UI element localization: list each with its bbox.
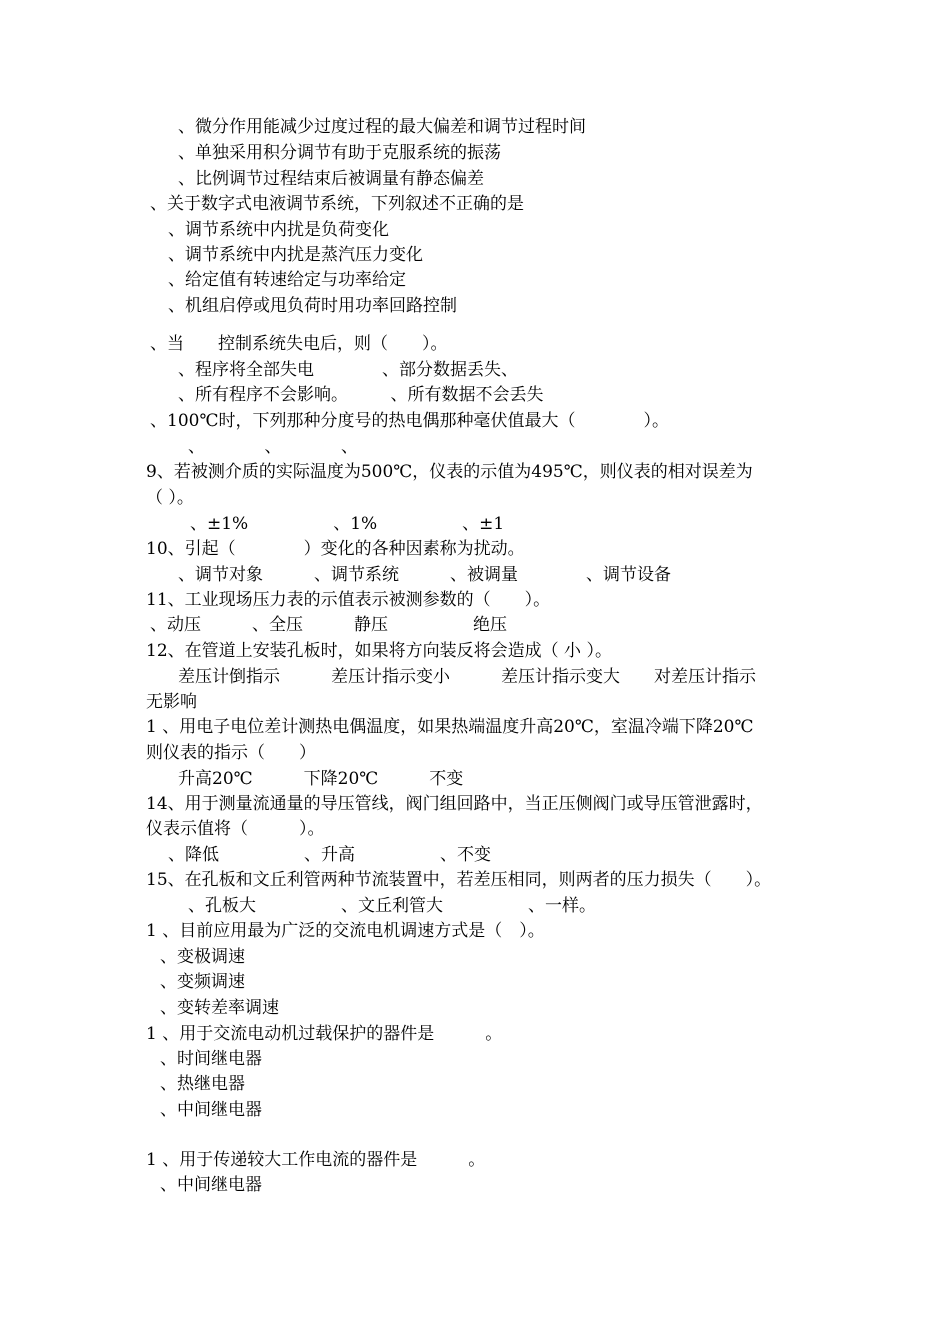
question-line: 1 、用于传递较大工作电流的器件是 。 [146,1150,486,1170]
question-line: 14、用于测量流通量的导压管线，阀门组回路中，当正压侧阀门或导压管泄露时， [146,794,763,814]
question-line: 10、引起（ ）变化的各种因素称为扰动。 [146,539,525,559]
question-line: 1 、目前应用最为广泛的交流电机调速方式是（ ）。 [146,921,545,941]
option-line: 、时间继电器 [160,1049,262,1069]
option-line: 、变转差率调速 [160,998,279,1018]
option-line: 、孔板大 、文丘利管大 、一样。 [188,896,596,916]
question-line: 1 、用电子电位差计测热电偶温度，如果热端温度升高20℃，室温冷端下降20℃ [146,717,754,737]
option-line: 、调节系统中内扰是蒸汽压力变化 [168,245,423,265]
option-line: 、降低 、升高 、不变 [168,845,491,865]
option-line: 、中间继电器 [160,1100,262,1120]
option-line: 、微分作用能减少过度过程的最大偏差和调节过程时间 [178,117,586,137]
option-line: 、所有程序不会影响。 、所有数据不会丢失 [178,385,544,405]
option-line: 、中间继电器 [160,1175,262,1195]
question-line: 仪表示值将（ ）。 [146,819,325,839]
question-line: 则仪表的指示（ ） [146,743,316,763]
question-line: 、当 控制系统失电后，则（ ）。 [150,334,448,354]
option-line: 、 、 、 [188,437,358,457]
question-line: （ ）。 [146,488,194,508]
option-line: 、程序将全部失电 、部分数据丢失、 [178,360,518,380]
option-line: 升高20℃ 下降20℃ 不变 [178,769,464,789]
question-line: 、关于数字式电液调节系统，下列叙述不正确的是 [150,194,524,214]
option-line: 、调节对象 、调节系统 、被调量 、调节设备 [178,565,671,585]
option-line: 、热继电器 [160,1074,245,1094]
question-line: 11、工业现场压力表的示值表示被测参数的（ ）。 [146,590,551,610]
question-line: 、100℃时，下列那种分度号的热电偶那种毫伏值最大（ ）。 [150,411,669,431]
question-line: 1 、用于交流电动机过载保护的器件是 。 [146,1024,503,1044]
option-line: 、变极调速 [160,947,245,967]
option-line: 差压计倒指示 差压计指示变小 差压计指示变大 对差压计指示 [178,667,756,687]
option-line: 、给定值有转速给定与功率给定 [168,270,406,290]
question-line: 15、在孔板和文丘利管两种节流装置中，若差压相同，则两者的压力损失（ ）。 [146,870,772,890]
option-line: 、动压 、全压 静压 绝压 [150,615,507,635]
option-line: 无影响 [146,692,197,712]
question-line: 9、若被测介质的实际温度为500℃，仪表的示值为495℃，则仪表的相对误差为 [146,462,753,482]
question-line: 12、在管道上安装孔板时，如果将方向装反将会造成（ 小 ）。 [146,641,612,661]
option-line: 、变频调速 [160,972,245,992]
option-line: 、±1% 、1% 、±1 [190,514,505,534]
option-line: 、比例调节过程结束后被调量有静态偏差 [178,169,484,189]
option-line: 、机组启停或甩负荷时用功率回路控制 [168,296,457,316]
option-line: 、调节系统中内扰是负荷变化 [168,220,389,240]
option-line: 、单独采用积分调节有助于克服系统的振荡 [178,143,501,163]
